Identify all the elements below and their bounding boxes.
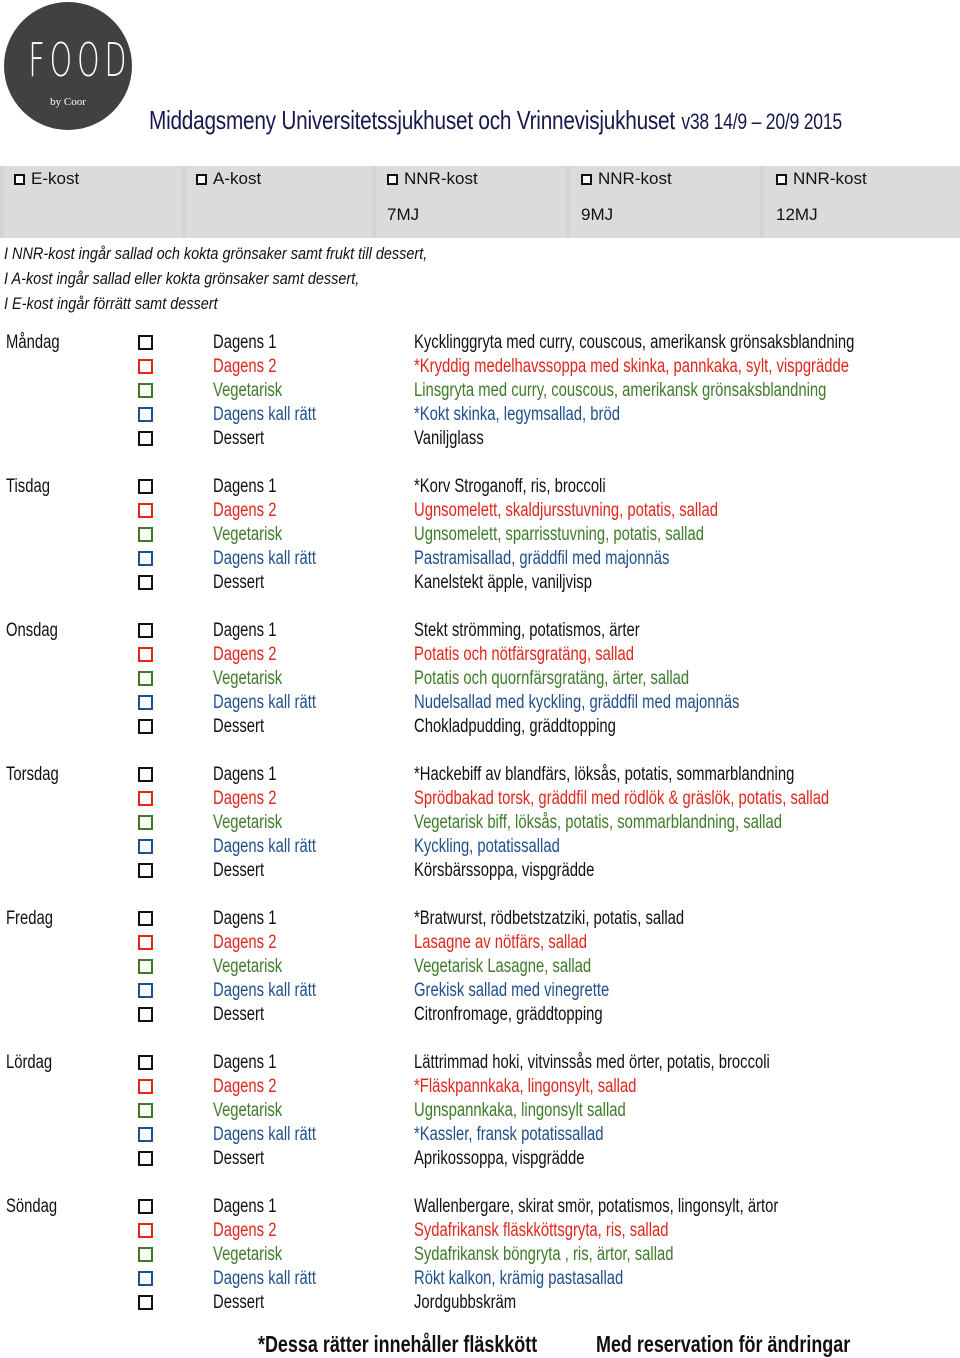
dish-text: Potatis och quornfärsgratäng, ärter, sallad xyxy=(414,668,690,689)
meal-checkbox[interactable] xyxy=(138,791,153,806)
meal-checkbox[interactable] xyxy=(138,407,153,422)
menu-row xyxy=(0,715,960,739)
meal-checkbox[interactable] xyxy=(138,1007,153,1022)
day-name: Lördag xyxy=(6,1052,53,1073)
day-block xyxy=(0,619,960,759)
meal-type-label: Dagens 1 xyxy=(213,620,277,641)
day-block xyxy=(0,763,960,903)
dish-text: Potatis och nötfärsgratäng, sallad xyxy=(414,644,634,665)
dish-text: Lättrimmad hoki, vitvinssås med örter, potatis, broccoli xyxy=(414,1052,770,1073)
day-block xyxy=(0,907,960,1047)
meal-type-label: Vegetarisk xyxy=(213,1244,283,1265)
logo-word: FOOD xyxy=(28,33,132,87)
note-a: I A-kost ingår sallad eller kokta grönsaker samt dessert, xyxy=(4,269,360,288)
menu-row xyxy=(0,523,960,547)
meal-type-label: Dessert xyxy=(213,716,265,737)
meal-checkbox[interactable] xyxy=(138,863,153,878)
meal-type-label: Dagens 2 xyxy=(213,1220,277,1241)
dish-text: Linsgryta med curry, couscous, amerikansk grönsaksblandning xyxy=(414,380,827,401)
dish-text: Aprikossoppa, vispgrädde xyxy=(414,1148,585,1169)
dish-text: Kyckling, potatissallad xyxy=(414,836,560,857)
menu-row xyxy=(0,667,960,691)
meal-checkbox[interactable] xyxy=(138,527,153,542)
meal-checkbox[interactable] xyxy=(138,503,153,518)
meal-type-label: Dagens kall rätt xyxy=(213,1268,316,1289)
menu-row xyxy=(0,643,960,667)
meal-checkbox[interactable] xyxy=(138,815,153,830)
menu-row xyxy=(0,1243,960,1267)
note-nnr: I NNR-kost ingår sallad och kokta grönsaker samt frukt till dessert, xyxy=(4,244,428,263)
menu-row xyxy=(0,427,960,451)
meal-checkbox[interactable] xyxy=(138,575,153,590)
meal-checkbox[interactable] xyxy=(138,671,153,686)
dish-text: *Korv Stroganoff, ris, broccoli xyxy=(414,476,606,497)
dish-text: Rökt kalkon, krämig pastasallad xyxy=(414,1268,624,1289)
dish-text: Kanelstekt äpple, vaniljvisp xyxy=(414,572,592,593)
kost-option-label: NNR-kost xyxy=(598,169,672,188)
kost-option-a[interactable] xyxy=(196,168,261,190)
meal-type-label: Dagens kall rätt xyxy=(213,404,316,425)
menu-row xyxy=(0,1219,960,1243)
menu-row xyxy=(0,1123,960,1147)
dish-text: Sprödbakad torsk, gräddfil med rödlök & gräslök, potatis, sallad xyxy=(414,788,830,809)
meal-checkbox[interactable] xyxy=(138,1271,153,1286)
menu-row xyxy=(0,1003,960,1027)
meal-checkbox[interactable] xyxy=(138,959,153,974)
dish-text: *Bratwurst, rödbetstzatziki, potatis, sallad xyxy=(414,908,685,929)
meal-type-label: Dagens 1 xyxy=(213,908,277,929)
meal-type-label: Vegetarisk xyxy=(213,380,283,401)
checkbox-icon[interactable] xyxy=(776,174,787,185)
menu-row xyxy=(0,1147,960,1171)
dish-text: Wallenbergare, skirat smör, potatismos, lingonsylt, ärtor xyxy=(414,1196,779,1217)
menu-row xyxy=(0,835,960,859)
meal-type-label: Dessert xyxy=(213,1148,265,1169)
day-name: Måndag xyxy=(6,332,60,353)
meal-type-label: Dessert xyxy=(213,572,265,593)
meal-checkbox[interactable] xyxy=(138,1223,153,1238)
kost-option-label: NNR-kost xyxy=(793,169,867,188)
meal-type-label: Dagens 2 xyxy=(213,788,277,809)
meal-checkbox[interactable] xyxy=(138,839,153,854)
meal-type-label: Dagens kall rätt xyxy=(213,836,316,857)
dish-text: Stekt strömming, potatismos, ärter xyxy=(414,620,640,641)
meal-type-label: Dagens 2 xyxy=(213,932,277,953)
meal-type-label: Dagens kall rätt xyxy=(213,548,316,569)
dish-text: *Kryddig medelhavssoppa med skinka, pannkaka, sylt, vispgrädde xyxy=(414,356,849,377)
meal-checkbox[interactable] xyxy=(138,1295,153,1310)
meal-type-label: Vegetarisk xyxy=(213,1100,283,1121)
meal-checkbox[interactable] xyxy=(138,647,153,662)
meal-type-label: Vegetarisk xyxy=(213,524,283,545)
dish-text: Vegetarisk Lasagne, sallad xyxy=(414,956,592,977)
meal-type-label: Dagens 2 xyxy=(213,644,277,665)
food-logo xyxy=(4,2,132,130)
dish-text: Citronfromage, gräddtopping xyxy=(414,1004,603,1025)
kost-option-nnr-9mj[interactable] xyxy=(581,168,672,190)
menu-row xyxy=(0,1291,960,1315)
meal-checkbox[interactable] xyxy=(138,479,153,494)
dish-text: Vaniljglass xyxy=(414,428,484,449)
meal-type-label: Dessert xyxy=(213,428,265,449)
meal-checkbox[interactable] xyxy=(138,983,153,998)
meal-checkbox[interactable] xyxy=(138,431,153,446)
dish-text: Sydafrikansk fläskköttsgryta, ris, sallad xyxy=(414,1220,669,1241)
meal-type-label: Dagens kall rätt xyxy=(213,980,316,1001)
kost-option-nnr-12mj[interactable] xyxy=(776,168,867,190)
menu-row xyxy=(0,955,960,979)
kost-option-label: E-kost xyxy=(31,169,80,188)
day-block xyxy=(0,475,960,615)
logo-sub: by Coor xyxy=(50,96,86,108)
meal-checkbox[interactable] xyxy=(138,911,153,926)
menu-row xyxy=(0,403,960,427)
kost-option-label: A-kost xyxy=(213,169,262,188)
dish-text: Grekisk sallad med vinegrette xyxy=(414,980,610,1001)
meal-type-label: Dessert xyxy=(213,1004,265,1025)
meal-type-label: Dessert xyxy=(213,1292,265,1313)
menu-row xyxy=(0,355,960,379)
meal-type-label: Dagens 2 xyxy=(213,356,277,377)
title-main: Middagsmeny Universitetssjukhuset och Vrinnevisjukhuset xyxy=(149,105,675,135)
meal-type-label: Vegetarisk xyxy=(213,812,283,833)
meal-type-label: Dagens 1 xyxy=(213,332,277,353)
menu-row xyxy=(0,475,960,499)
meal-checkbox[interactable] xyxy=(138,1247,153,1262)
meal-checkbox[interactable] xyxy=(138,1055,153,1070)
meal-type-label: Vegetarisk xyxy=(213,668,283,689)
meal-checkbox[interactable] xyxy=(138,1151,153,1166)
menu-row xyxy=(0,931,960,955)
kost-mj-12: 12MJ xyxy=(776,205,818,224)
meal-type-label: Dagens 1 xyxy=(213,1196,277,1217)
menu-row xyxy=(0,787,960,811)
menu-row xyxy=(0,763,960,787)
day-name: Tisdag xyxy=(6,476,50,497)
meal-type-label: Vegetarisk xyxy=(213,956,283,977)
meal-checkbox[interactable] xyxy=(138,551,153,566)
dish-text: *Fläskpannkaka, lingonsylt, sallad xyxy=(414,1076,637,1097)
menu-row xyxy=(0,1195,960,1219)
menu-row xyxy=(0,619,960,643)
meal-type-label: Dagens kall rätt xyxy=(213,692,316,713)
meal-checkbox[interactable] xyxy=(138,1127,153,1142)
checkbox-icon[interactable] xyxy=(387,174,398,185)
kost-mj-9: 9MJ xyxy=(581,205,614,224)
meal-type-label: Dagens 1 xyxy=(213,476,277,497)
menu-row xyxy=(0,571,960,595)
pork-note: *Dessa rätter innehåller fläskkött xyxy=(258,1331,538,1357)
meal-checkbox[interactable] xyxy=(138,383,153,398)
title-week: v38 14/9 – 20/9 2015 xyxy=(681,109,842,134)
meal-type-label: Dagens kall rätt xyxy=(213,1124,316,1145)
menu-row xyxy=(0,331,960,355)
meal-checkbox[interactable] xyxy=(138,767,153,782)
dish-text: *Kassler, fransk potatissallad xyxy=(414,1124,604,1145)
page-title xyxy=(149,100,842,142)
note-e: I E-kost ingår förrätt samt dessert xyxy=(4,294,218,313)
menu-row xyxy=(0,859,960,883)
menu-row xyxy=(0,979,960,1003)
meal-checkbox[interactable] xyxy=(138,335,153,350)
kost-notes xyxy=(4,241,502,316)
meal-checkbox[interactable] xyxy=(138,935,153,950)
meal-checkbox[interactable] xyxy=(138,1079,153,1094)
meal-checkbox[interactable] xyxy=(138,623,153,638)
dish-text: Sydafrikansk böngryta , ris, ärtor, sallad xyxy=(414,1244,674,1265)
dish-text: Ugnsomelett, skaldjursstuvning, potatis, sallad xyxy=(414,500,718,521)
checkbox-icon[interactable] xyxy=(581,174,592,185)
dish-text: Ugnspannkaka, lingonsylt sallad xyxy=(414,1100,626,1121)
menu-row xyxy=(0,811,960,835)
dish-text: Kycklinggryta med curry, couscous, amerikansk grönsaksblandning xyxy=(414,332,855,353)
day-block xyxy=(0,1195,960,1335)
meal-type-label: Dessert xyxy=(213,860,265,881)
menu-row xyxy=(0,691,960,715)
kost-option-nnr-7mj[interactable] xyxy=(387,168,478,190)
dish-text: Vegetarisk biff, löksås, potatis, sommarblandning, sallad xyxy=(414,812,782,833)
dish-text: Chokladpudding, gräddtopping xyxy=(414,716,616,737)
kost-option-label: NNR-kost xyxy=(404,169,478,188)
dish-text: Pastramisallad, gräddfil med majonnäs xyxy=(414,548,670,569)
dish-text: Körsbärssoppa, vispgrädde xyxy=(414,860,595,881)
dish-text: Lasagne av nötfärs, sallad xyxy=(414,932,588,953)
dish-text: *Hackebiff av blandfärs, löksås, potatis, sommarblandning xyxy=(414,764,795,785)
menu-row xyxy=(0,1099,960,1123)
meal-checkbox[interactable] xyxy=(138,719,153,734)
meal-type-label: Dagens 2 xyxy=(213,1076,277,1097)
day-name: Torsdag xyxy=(6,764,59,785)
kost-mj-7: 7MJ xyxy=(387,205,420,224)
meal-checkbox[interactable] xyxy=(138,695,153,710)
dish-text: Nudelsallad med kyckling, gräddfil med majonnäs xyxy=(414,692,740,713)
reservation-note: Med reservation för ändringar xyxy=(596,1331,851,1357)
menu-row xyxy=(0,499,960,523)
menu-row xyxy=(0,1267,960,1291)
kost-option-e[interactable] xyxy=(14,168,79,190)
day-block xyxy=(0,331,960,471)
meal-checkbox[interactable] xyxy=(138,359,153,374)
day-name: Fredag xyxy=(6,908,53,929)
meal-type-label: Dagens 1 xyxy=(213,764,277,785)
menu-row xyxy=(0,907,960,931)
dish-text: Jordgubbskräm xyxy=(414,1292,517,1313)
menu-row xyxy=(0,1051,960,1075)
dish-text: *Kokt skinka, legymsallad, bröd xyxy=(414,404,620,425)
day-name: Söndag xyxy=(6,1196,58,1217)
menu-row xyxy=(0,1075,960,1099)
checkbox-icon[interactable] xyxy=(196,174,207,185)
meal-checkbox[interactable] xyxy=(138,1199,153,1214)
meal-type-label: Dagens 2 xyxy=(213,500,277,521)
day-block xyxy=(0,1051,960,1191)
checkbox-icon[interactable] xyxy=(14,174,25,185)
menu-row xyxy=(0,547,960,571)
menu-row xyxy=(0,379,960,403)
meal-type-label: Dagens 1 xyxy=(213,1052,277,1073)
meal-checkbox[interactable] xyxy=(138,1103,153,1118)
day-name: Onsdag xyxy=(6,620,58,641)
dish-text: Ugnsomelett, sparrisstuvning, potatis, sallad xyxy=(414,524,704,545)
